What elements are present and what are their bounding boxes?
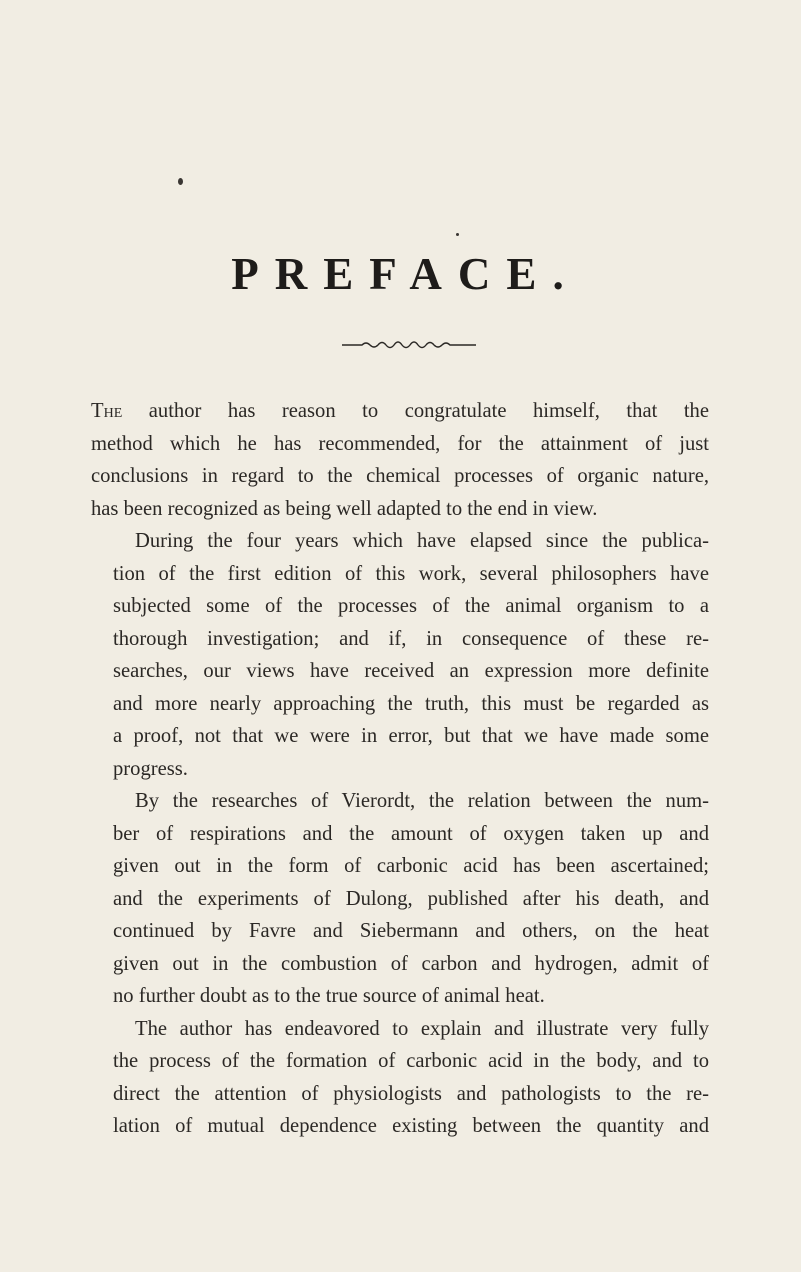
text-line: ber of respirations and the amount of oxygen taken up and [113,822,709,845]
text-line: a proof, not that we were in error, but that we have made some [113,725,709,747]
text-line: conclusions in regard to the chemical processes of organic nature, [91,465,709,487]
text-line: no further doubt as to the true source of animal heat. [113,985,545,1007]
preface-body [91,395,709,1143]
text-line: The author has reason to congratulate himself, that the [91,400,709,422]
text-line: direct the attention of physiologists and pathologists to the re- [113,1082,709,1105]
paragraph-4 [91,1013,709,1143]
paragraph-1 [91,395,709,525]
ink-speck [456,233,459,236]
text-line: During the four years which have elapsed since the publica- [135,530,709,552]
text-line: progress. [113,757,188,780]
text-line: and more nearly approaching the truth, this must be regarded as [113,692,709,715]
text-line: subjected some of the processes of the animal organism to a [113,595,709,617]
text-line: given out in the form of carbonic acid has been ascertained; [113,855,709,877]
text-line: thorough investigation; and if, in consequence of these re- [113,627,709,650]
page-title: PREFACE. [231,249,580,299]
text-line: searches, our views have received an expression more definite [113,660,709,682]
text-line: has been recognized as being well adapted to the end in view. [91,497,598,520]
text-line: The author has endeavored to explain and illustrate very fully [135,1017,709,1040]
text-line: method which he has recommended, for the attainment of just [91,432,709,455]
text-line: tion of the first edition of this work, several philosophers have [113,562,709,585]
wavy-rule-ornament [342,335,476,355]
text-line: continued by Favre and Siebermann and others, on the heat [113,920,709,942]
paragraph-3 [91,785,709,1013]
text-line: By the researches of Vierordt, the relation between the num- [135,790,709,812]
paragraph-2 [91,525,709,785]
ink-speck [178,178,183,185]
drop-lead-word: The [91,400,123,422]
text-line: and the experiments of Dulong, published after his death, and [113,887,709,910]
text-line: the process of the formation of carbonic acid in the body, and to [113,1050,709,1072]
text-line: lation of mutual dependence existing between the quantity and [113,1115,709,1137]
text-line: given out in the combustion of carbon and hydrogen, admit of [113,952,709,975]
